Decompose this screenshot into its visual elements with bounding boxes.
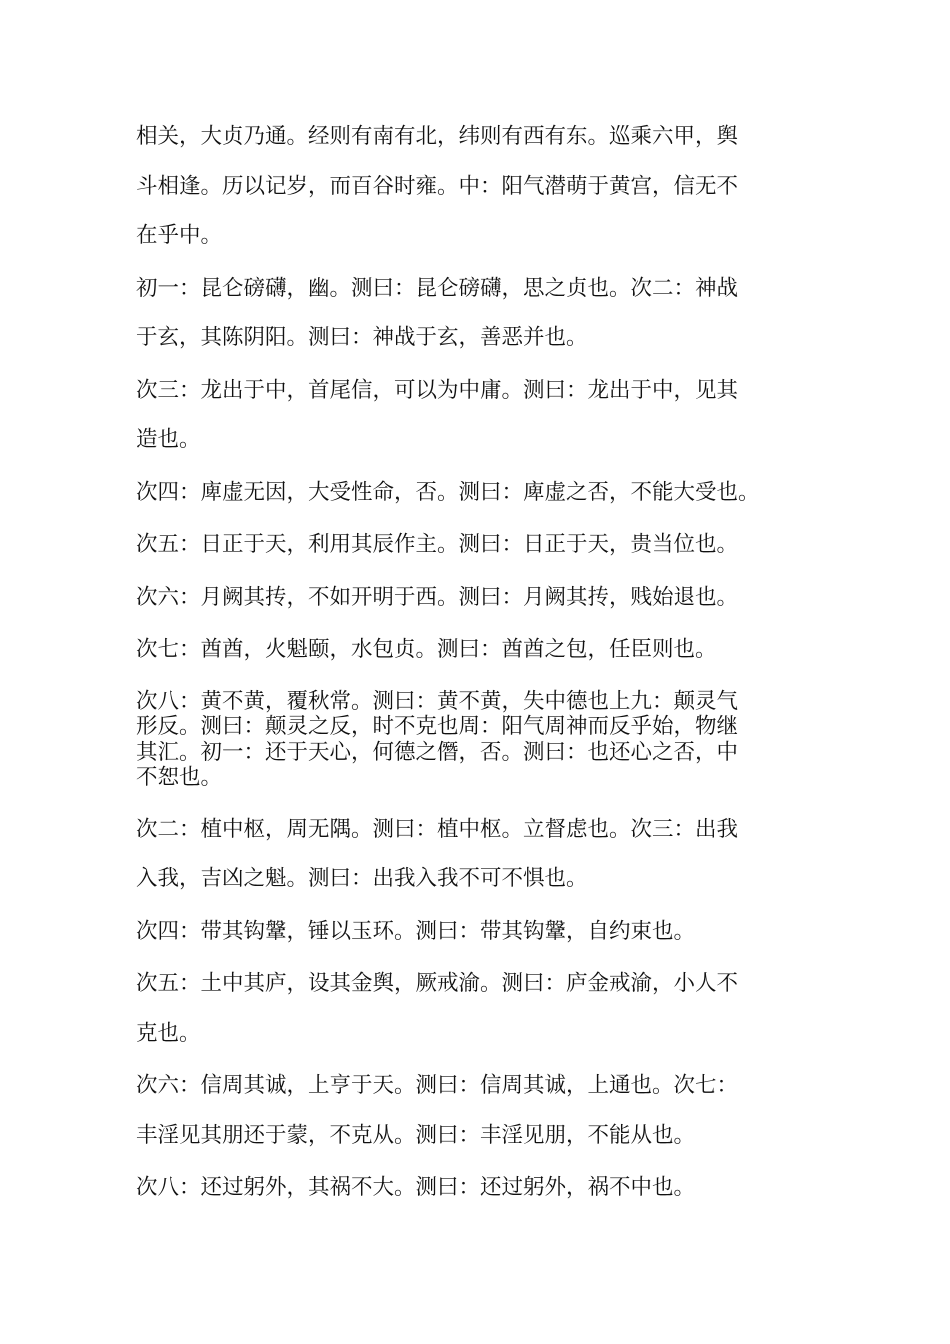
paragraph (136, 689, 816, 791)
paragraph (136, 625, 816, 675)
text-line: 入我，吉凶之魁。测曰：出我入我不可不惧也。 (136, 866, 588, 891)
text-line: 形反。测曰：颠灵之反，时不克也周：阳气周神而反乎始，物继 (136, 714, 739, 739)
paragraph (136, 573, 816, 623)
text-line: 相关，大贞乃通。经则有南有北，纬则有西有东。巡乘六甲，舆 (136, 124, 739, 149)
text-line: 初一：昆仑磅礴，幽。测曰：昆仑磅礴，思之贞也。次二：神战 (136, 275, 739, 301)
text-line: 次六：月阙其抟，不如开明于西。测曰：月阙其抟，贱始退也。 (136, 584, 739, 610)
text-line: 造也。 (136, 427, 201, 452)
paragraph (136, 907, 816, 957)
paragraph (136, 1061, 816, 1160)
paragraph (136, 959, 816, 1058)
text-line: 次六：信周其诚，上亨于天。测曰：信周其诚，上通也。次七： (136, 1073, 739, 1098)
text-line: 次七：酋酋，火魁颐，水包贞。测曰：酋酋之包，任臣则也。 (136, 637, 717, 662)
text-line: 次三：龙出于中，首尾信，可以为中庸。测曰：龙出于中，见其 (136, 377, 739, 403)
text-line: 次四：带其钩鞶，锤以玉环。测曰：带其钩鞶，自约束也。 (136, 918, 696, 944)
paragraph (136, 112, 816, 261)
text-line: 丰淫见其朋还于蒙，不克从。测曰：丰淫见朋，不能从也。 (136, 1122, 696, 1148)
text-line: 其汇。初一：还于天心，何德之僭，否。测曰：也还心之否，中 (136, 739, 739, 765)
text-line: 次四：庳虚无因，大受性命，否。测曰：庳虚之否，不能大受也。 (136, 479, 760, 505)
paragraph (136, 1163, 816, 1213)
paragraph (136, 805, 816, 904)
paragraph (136, 520, 816, 570)
paragraph (136, 366, 816, 465)
paragraph (136, 264, 816, 363)
text-line: 次二：植中枢，周无隅。测曰：植中枢。立督虑也。次三：出我 (136, 816, 739, 842)
text-line: 次八：黄不黄，覆秋常。测曰：黄不黄，失中德也上九：颠灵气 (136, 688, 739, 714)
text-line: 于玄，其陈阴阳。测曰：神战于玄，善恶并也。 (136, 325, 588, 350)
text-line: 克也。 (136, 1020, 201, 1046)
text-line: 次五：日正于天，利用其辰作主。测曰：日正于天，贵当位也。 (136, 532, 739, 557)
text-line: 在乎中。 (136, 223, 223, 248)
document-body (136, 112, 816, 1216)
paragraph (136, 468, 816, 518)
text-line: 次五：土中其庐，设其金舆，厥戒渝。测曰：庐金戒渝，小人不 (136, 971, 739, 996)
text-line: 斗相逢。历以记岁，而百谷时雍。中：阳气潜萌于黄宫，信无不 (136, 173, 739, 199)
text-line: 不恕也。 (136, 765, 223, 790)
text-line: 次八：还过躬外，其祸不大。测曰：还过躬外，祸不中也。 (136, 1175, 696, 1200)
